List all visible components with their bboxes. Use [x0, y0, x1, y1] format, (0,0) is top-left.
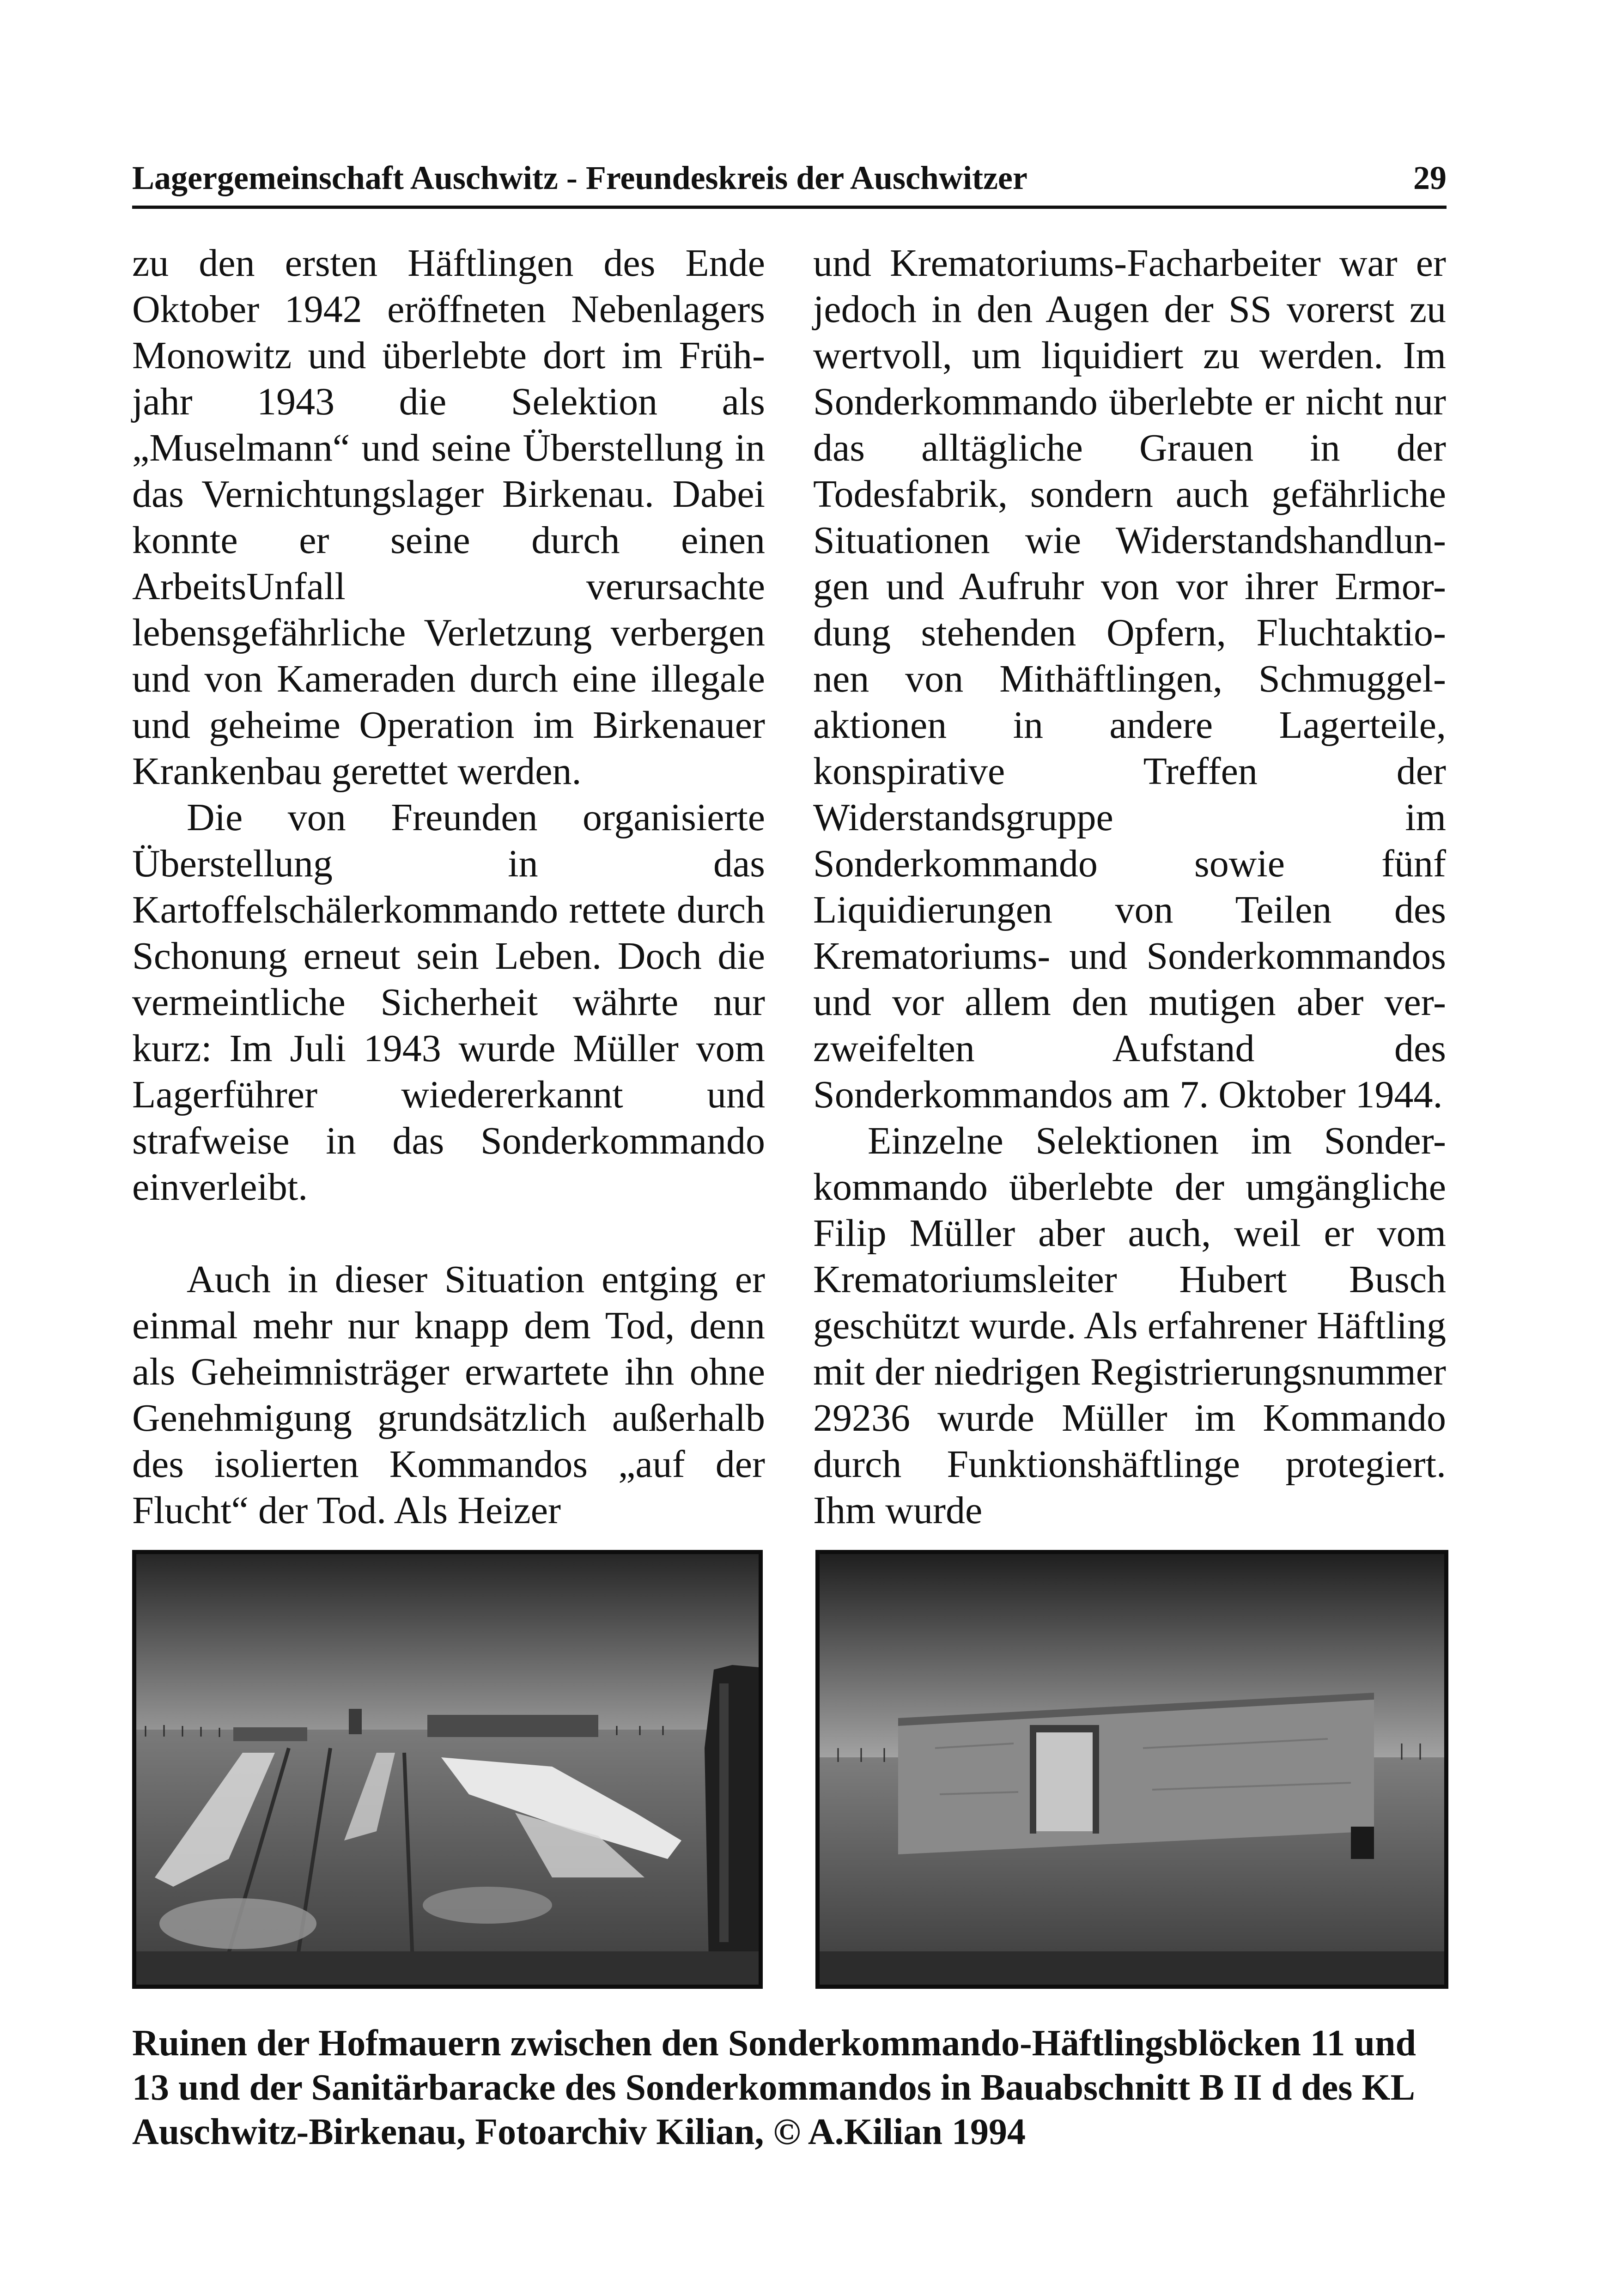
photo-courtyard-wall-ruins	[132, 1550, 763, 1989]
left-text-column	[132, 240, 765, 1534]
left-paragraph-3: Auch in dieser Situation entging er einmal mehr nur knapp dem Tod, denn als Geheimnisträger erwartete ihn ohne Genehmigung grundsätzlich außerhalb des isolierten Kommandos „auf der Flucht“ der Tod. Als Heizer	[132, 1258, 765, 1532]
photo-sanitary-barrack-wall-image	[820, 1554, 1444, 1985]
photo-courtyard-wall-ruins-image	[136, 1554, 759, 1985]
right-paragraph-2: Einzelne Selektionen im Sonder- kommando überlebte der umgängliche Filip Müller aber auch, weil er vom Krematoriumsleiter Hubert Busch geschützt wurde. Als erfahrener Häftling mit der niedrigen Registrierungsnummer 29236 wurde Müller im Kommando durch Funktionshäftlinge protegiert. Ihm wurde	[813, 1119, 1446, 1532]
left-paragraph-1: zu den ersten Häftlingen des Ende Oktober 1942 eröffneten Nebenlagers Monowitz und überlebte dort im Früh- jahr 1943 die Selektion als „Muselmann“ und seine Überstellung in das Vernichtungslager Birkenau. Dabei konnte er seine durch einen ArbeitsUnfall verursachte lebensgefährliche Verletzung verbergen und von Kameraden durch eine illegale und geheime Operation im Birkenauer Krankenbau gerettet werden.	[132, 242, 765, 793]
running-header	[132, 157, 1447, 209]
header-title: Lagergemeinschaft Auschwitz - Freundeskreis der Auschwitzer	[132, 159, 1027, 196]
right-text-column	[813, 240, 1446, 1534]
figure-caption: Ruinen der Hofmauern zwischen den Sonderkommando-Häftlingsblöcken 11 und 13 und der Sanitärbaracke des Sonderkommandos in Bauabschnitt B II d des KL Auschwitz-Birkenau, Fotoarchiv Kilian, © A.Kilian 1994	[132, 2023, 1416, 2152]
left-paragraph-2: Die von Freunden organisierte Überstellung in das Kartoffelschälerkommando rettete durch Schonung erneut sein Leben. Doch die vermeintliche Sicherheit währte nur kurz: Im Juli 1943 wurde Müller vom Lagerführer wiedererkannt und strafweise in das Sonderkommando einverleibt.	[132, 796, 765, 1209]
page-number: 29	[1413, 159, 1447, 196]
right-paragraph-1: und Krematoriums-Facharbeiter war er jedoch in den Augen der SS vorerst zu wertvoll, um liquidiert zu werden. Im Sonderkommando überlebte er nicht nur das alltägliche Grauen in der Todesfabrik, sondern auch gefährliche Situationen wie Widerstandshandlun- gen und Aufruhr von vor ihrer Ermor- dung stehenden Opfern, Fluchtaktio- nen von Mithäftlingen, Schmuggel- aktionen in andere Lagerteile, konspirative Treffen der Widerstandsgruppe im Sonderkommando sowie fünf Liquidierungen von Teilen des Krematoriums- und Sonderkommandos und vor allem den mutigen aber ver- zweifelten Aufstand des Sonderkommandos am 7. Oktober 1944.	[813, 242, 1446, 1116]
photo-sanitary-barrack-wall	[815, 1550, 1448, 1989]
